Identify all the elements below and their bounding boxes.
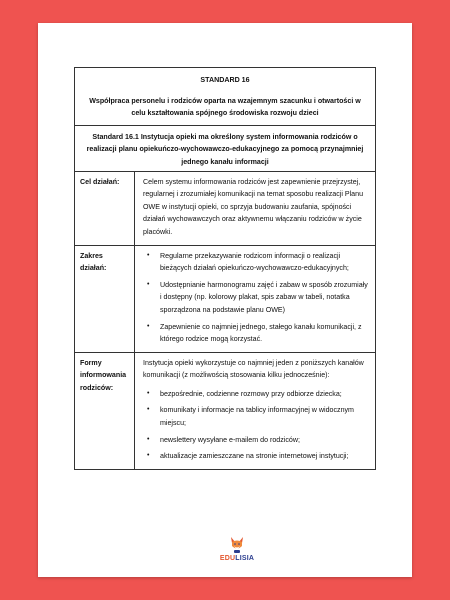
standard-row [75,125,376,171]
forms-item-text: newslettery wysyłane e-mailem do rodziców; [160,435,300,444]
fox-icon [229,536,245,554]
goal-text: Celem systemu informowania rodziców jest zapewnienie przejrzystej, regularnej i zrozumiałej komunikacji na temat sposobu realizacji Planu OWE w instytucji opieki, co sprzyja budowaniu zaufania, spójności działań wychowawczych oraz aktywnemu włączaniu rodziców w życie placówki. [135,171,376,245]
scope-content [135,245,376,352]
standard-subtitle: Współpraca personelu i rodziców oparta na wzajemnym szacunku i otwartości w celu kształtowania spójnego środowiska rozwoju dzieci [89,96,361,118]
standard-table [74,67,376,470]
scope-list [143,250,369,346]
bullet-icon: • [147,435,150,443]
bullet-icon: • [147,280,150,288]
header-cell [75,68,376,126]
bullet-icon: • [147,322,150,330]
scope-list-item [147,279,369,317]
forms-item-text: komunikaty i informacje na tablicy informacyjnej w widocznym miejscu; [160,406,354,428]
forms-list-item [147,450,369,463]
scope-item-text: Regularne przekazywanie rodzicom informacji o realizacji bieżących działań opiekuńczo-wychowawczo-edukacyjnych; [160,251,349,273]
scope-label: Zakres działań: [75,245,135,352]
scope-item-text: Zapewnienie co najmniej jednego, stałego kanału komunikacji, z którego rodzice mogą korzystać. [160,322,362,344]
forms-label: Formy informowania rodziców: [75,352,135,469]
goal-row [75,171,376,245]
bullet-icon: • [147,251,150,259]
bullet-icon: • [147,452,150,460]
forms-item-text: aktualizacje zamieszczane na stronie internetowej instytucji; [160,452,349,461]
standard-title: STANDARD 16 [200,76,250,84]
forms-list-item [147,388,369,401]
document-page [38,23,412,577]
logo-wordmark [217,554,257,563]
forms-list [143,388,369,463]
goal-label: Cel działań: [75,171,135,245]
scope-row [75,245,376,352]
forms-list-item [147,404,369,429]
forms-item-text: bezpośrednie, codzienne rozmowy przy odbiorze dziecka; [160,389,342,398]
scope-list-item [147,321,369,346]
logo-wordmark-part2: LISIA [235,555,255,562]
bullet-icon: • [147,389,150,397]
standard-description: Standard 16.1 Instytucja opieki ma określony system informowania rodziców o realizacji planu opiekuńczo-wychowawczo-edukacyjnego za pomocą przynajmniej jednego kanału informacji [75,125,376,171]
scope-list-item [147,250,369,275]
bullet-icon: • [147,406,150,414]
forms-list-item [147,434,369,447]
logo-wordmark-part1: EDU [219,555,236,562]
forms-content [135,352,376,469]
forms-intro: Instytucja opieki wykorzystuje co najmniej jeden z poniższych kanałów komunikacji (z możliwością stosowania kilku jednocześnie): [143,358,364,380]
header-row [75,68,376,126]
forms-row [75,352,376,469]
scope-item-text: Udostępnianie harmonogramu zajęć i zabaw w sposób zrozumiały i dostępny (np. kolorowy plakat, spis zabaw w tabeli, notatka sporządzona na podstawie planu OWE) [160,280,368,314]
edulisia-logo [217,536,257,563]
